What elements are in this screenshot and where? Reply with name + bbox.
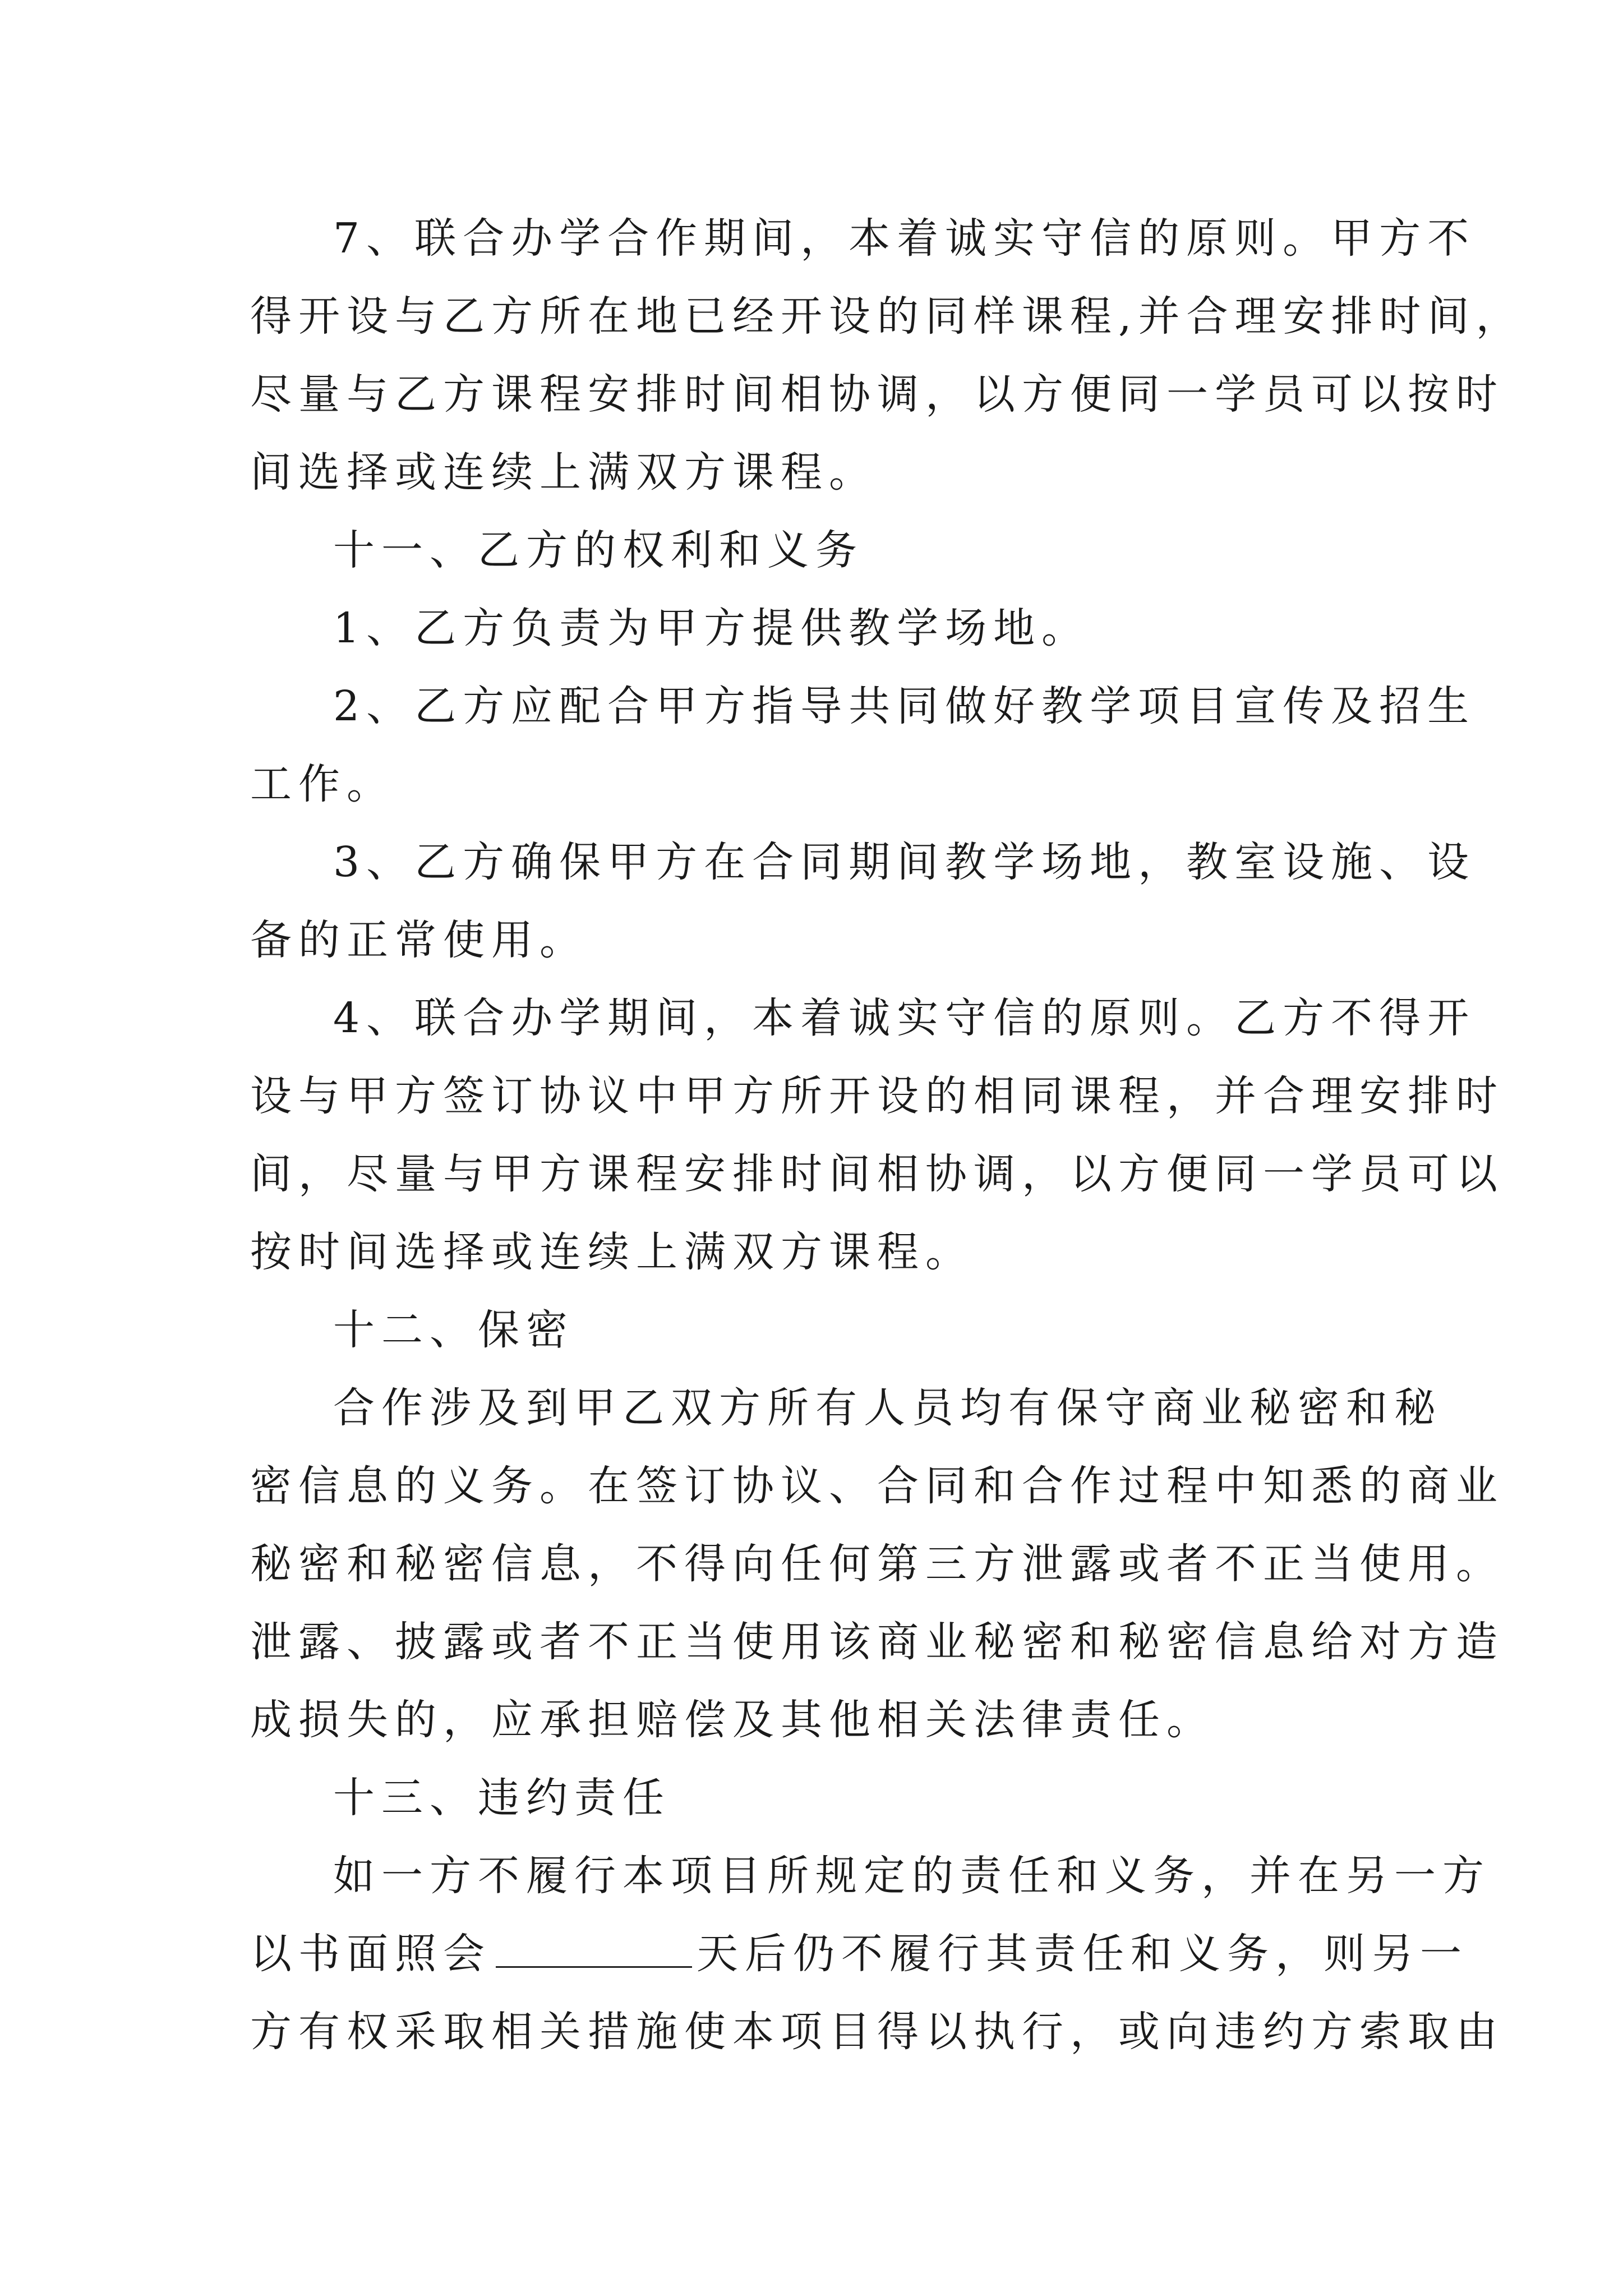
paragraph-line-with-blank [250,1923,1468,1985]
blank-suffix-text: 天后仍不履行其责任和义务，则另一 [697,1930,1468,1978]
paragraph-line: 按时间选择或连续上满双方课程。 [250,1228,974,1276]
paragraph-line: 合作涉及到甲乙双方所有人员均有保守商业秘密和秘 [333,1384,1442,1432]
section-heading: 十一、乙方的权利和义务 [333,526,864,574]
paragraph-line: 密信息的义务。在签订协议、合同和合作过程中知悉的商业 [250,1462,1504,1510]
paragraph-line: 备的正常使用。 [250,916,588,964]
paragraph-line: 间，尽量与甲方课程安排时间相协调，以方便同一学员可以 [250,1150,1504,1198]
paragraph-line: 如一方不履行本项目所规定的责任和义务，并在另一方 [333,1852,1491,1900]
paragraph-line: 设与甲方签订协议中甲方所开设的相同课程，并合理安排时 [250,1072,1504,1120]
paragraph-line: 尽量与乙方课程安排时间相协调，以方便同一学员可以按时 [250,370,1504,418]
paragraph-line: 工作。 [250,760,395,808]
section-heading: 十三、违约责任 [333,1774,671,1822]
fill-in-blank [496,1927,692,1968]
paragraph-line: 泄露、披露或者不正当使用该商业秘密和秘密信息给对方造 [250,1618,1504,1666]
section-heading: 十二、保密 [333,1306,574,1354]
blank-prefix-text: 以书面照会 [250,1930,491,1978]
paragraph-line: 间选择或连续上满双方课程。 [250,448,877,496]
paragraph-line: 得开设与乙方所在地已经开设的同样课程,并合理安排时间， [250,292,1524,341]
paragraph-line: 1、乙方负责为甲方提供教学场地。 [333,604,1090,652]
paragraph-line: 7、联合办学合作期间，本着诚实守信的原则。甲方不 [333,214,1476,263]
paragraph-line: 4、联合办学期间，本着诚实守信的原则。乙方不得开 [333,994,1476,1042]
paragraph-line: 3、乙方确保甲方在合同期间教学场地，教室设施、设 [333,838,1476,886]
paragraph-line: 方有权采取相关措施使本项目得以执行，或向违约方索取由 [250,2008,1504,2056]
paragraph-line: 秘密和秘密信息，不得向任何第三方泄露或者不正当使用。 [250,1540,1504,1588]
paragraph-line: 成损失的，应承担赔偿及其他相关法律责任。 [250,1696,1215,1744]
paragraph-line: 2、乙方应配合甲方指导共同做好教学项目宣传及招生 [333,682,1476,730]
